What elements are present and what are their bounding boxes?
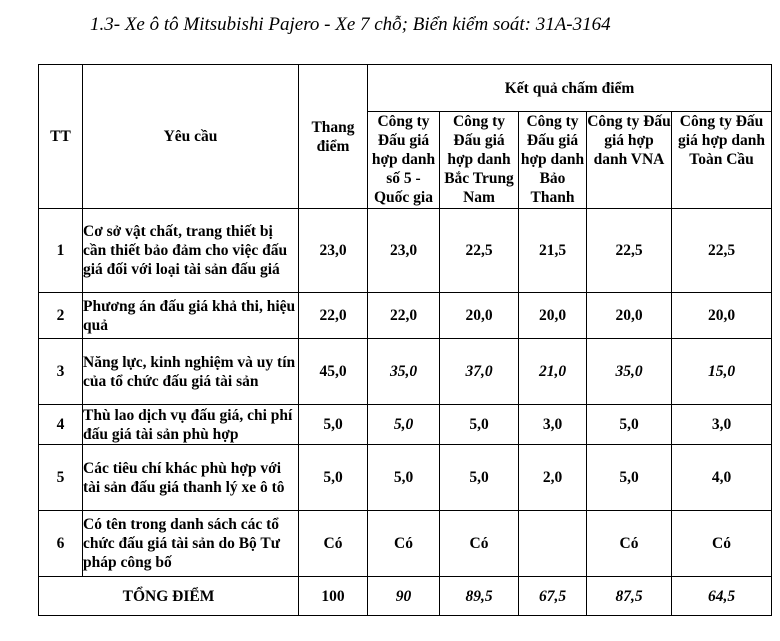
- row-tt: 5: [39, 445, 83, 511]
- row-score: 22,5: [672, 209, 772, 293]
- row-requirement: Các tiêu chí khác phù hợp với tài sản đấu giá thanh lý xe ô tô: [83, 445, 299, 511]
- row-score: 15,0: [672, 339, 772, 405]
- header-company-2: Công ty Đấu giá hợp danh Bắc Trung Nam: [440, 112, 519, 209]
- row-tt: 4: [39, 405, 83, 445]
- row-requirement: Có tên trong danh sách các tổ chức đấu giá tài sản do Bộ Tư pháp công bố: [83, 511, 299, 577]
- row-scale: 23,0: [299, 209, 368, 293]
- row-score: 2,0: [519, 445, 587, 511]
- row-score: 22,0: [368, 293, 440, 339]
- header-company-3: Công ty Đấu giá hợp danh Bảo Thanh: [519, 112, 587, 209]
- row-scale: 5,0: [299, 445, 368, 511]
- row-tt: 2: [39, 293, 83, 339]
- row-score: 20,0: [672, 293, 772, 339]
- row-score: 5,0: [440, 405, 519, 445]
- row-score: 37,0: [440, 339, 519, 405]
- row-score: 21,5: [519, 209, 587, 293]
- row-score: 5,0: [440, 445, 519, 511]
- row-score: 5,0: [587, 405, 672, 445]
- row-requirement: Phương án đấu giá khả thi, hiệu quả: [83, 293, 299, 339]
- row-score: Có: [587, 511, 672, 577]
- row-requirement: Thù lao dịch vụ đấu giá, chi phí đấu giá tài sản phù hợp: [83, 405, 299, 445]
- table-row: [39, 511, 772, 577]
- row-score: 35,0: [368, 339, 440, 405]
- header-tt: TT: [39, 65, 83, 209]
- header-company-4: Công ty Đấu giá hợp danh VNA: [587, 112, 672, 209]
- row-score: 3,0: [519, 405, 587, 445]
- row-scale: 22,0: [299, 293, 368, 339]
- row-score: 35,0: [587, 339, 672, 405]
- total-score: 89,5: [440, 577, 519, 616]
- row-tt: 6: [39, 511, 83, 577]
- row-score: 4,0: [672, 445, 772, 511]
- row-scale: Có: [299, 511, 368, 577]
- row-score: 22,5: [587, 209, 672, 293]
- header-requirement: Yêu cầu: [83, 65, 299, 209]
- score-table: [38, 64, 772, 616]
- total-score: 64,5: [672, 577, 772, 616]
- table-row: [39, 445, 772, 511]
- total-score: 67,5: [519, 577, 587, 616]
- row-score: 20,0: [587, 293, 672, 339]
- row-scale: 45,0: [299, 339, 368, 405]
- header-company-1: Công ty Đấu giá hợp danh số 5 - Quốc gia: [368, 112, 440, 209]
- row-score: Có: [672, 511, 772, 577]
- total-scale: 100: [299, 577, 368, 616]
- row-tt: 3: [39, 339, 83, 405]
- row-score: 22,5: [440, 209, 519, 293]
- row-score: 23,0: [368, 209, 440, 293]
- header-row-top: [39, 65, 772, 112]
- row-score: 5,0: [368, 405, 440, 445]
- row-requirement: Năng lực, kinh nghiệm và uy tín của tổ chức đấu giá tài sản: [83, 339, 299, 405]
- row-requirement: Cơ sở vật chất, trang thiết bị cần thiết bảo đảm cho việc đấu giá đối với loại tài sản đấu giá: [83, 209, 299, 293]
- row-score: 21,0: [519, 339, 587, 405]
- row-score: Có: [368, 511, 440, 577]
- table-row: [39, 209, 772, 293]
- row-score: 5,0: [587, 445, 672, 511]
- header-company-5: Công ty Đấu giá hợp danh Toàn Cầu: [672, 112, 772, 209]
- table-row: [39, 339, 772, 405]
- table-row: [39, 405, 772, 445]
- document-title: 1.3- Xe ô tô Mitsubishi Pajero - Xe 7 chỗ; Biển kiểm soát: 31A-3164: [90, 14, 611, 35]
- header-scale: Thang điểm: [299, 65, 368, 209]
- header-results: Kết quả chấm điểm: [368, 65, 772, 112]
- total-label: TỔNG ĐIỂM: [39, 577, 299, 616]
- row-score: 5,0: [368, 445, 440, 511]
- row-score: Có: [440, 511, 519, 577]
- row-scale: 5,0: [299, 405, 368, 445]
- row-tt: 1: [39, 209, 83, 293]
- total-score: 90: [368, 577, 440, 616]
- row-score: 3,0: [672, 405, 772, 445]
- total-row: [39, 577, 772, 616]
- row-score: [519, 511, 587, 577]
- table-row: [39, 293, 772, 339]
- row-score: 20,0: [440, 293, 519, 339]
- row-score: 20,0: [519, 293, 587, 339]
- total-score: 87,5: [587, 577, 672, 616]
